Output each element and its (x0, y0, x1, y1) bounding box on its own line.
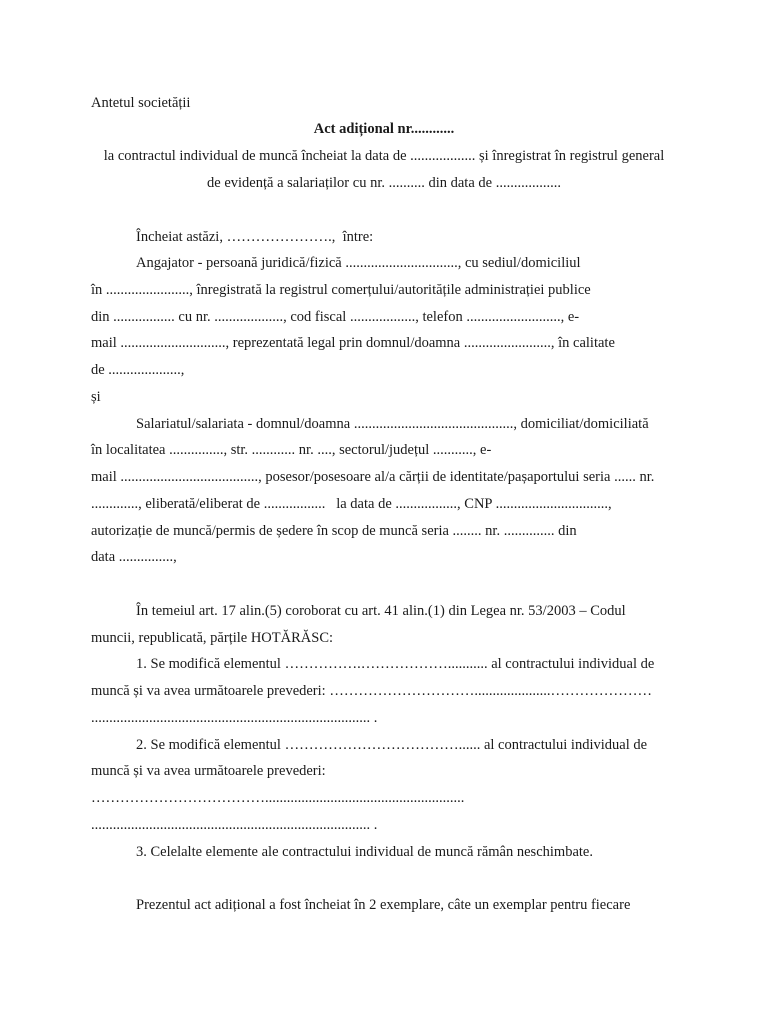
subtitle-line: de evidență a salariaților cu nr. .......... din data de .................. (207, 175, 561, 191)
company-header: Antetul societății (91, 95, 191, 111)
employee-line: Salariatul/salariata - domnul/doamna ............................................, domiciliat/domiciliată (136, 416, 649, 432)
employee-line: în localitatea ..............., str. ............ nr. ...., sectorul/județul ..........., e- (91, 442, 492, 458)
employer-line: în ......................., înregistrată la registrul comerțului/autoritățile administrației publice (91, 282, 591, 298)
clause-2-line: muncă și va avea următoarele prevederi: (91, 763, 326, 779)
closing-line: Prezentul act adițional a fost încheiat în 2 exemplare, câte un exemplar pentru fiecare (136, 897, 631, 913)
clause-2-line: ............................................................................. . (91, 817, 378, 833)
clause-1-line: ............................................................................. . (91, 710, 378, 726)
employee-line: ............., eliberată/eliberat de ................. la data de ................., CNP ..............................., (91, 496, 612, 512)
document-title: Act adițional nr............ (313, 121, 455, 137)
employer-line: din ................. cu nr. ..................., cod fiscal .................., telefon .........................., e- (91, 309, 580, 325)
conjunction-line: și (91, 389, 101, 405)
concluded-date-line: Încheiat astăzi, …………………., între: (136, 229, 374, 245)
clause-1-line: 1. Se modifică elementul …………….………………........... al contractului individual de (136, 656, 655, 672)
clause-2-line: ………………………………....................................................... (91, 790, 465, 806)
subtitle-line: la contractul individual de muncă încheiat la data de .................. și înregistrat în registrul general (103, 148, 665, 164)
employer-line: de ...................., (91, 362, 185, 378)
employee-line: mail ......................................, posesor/posesoare al/a cărții de identitate/pașaportului seria ...... nr. (91, 469, 655, 485)
employer-line: mail ............................., reprezentată legal prin domnul/doamna ........................, în calitate (91, 335, 615, 351)
clause-3-line: 3. Celelalte elemente ale contractului individual de muncă rămân neschimbate. (136, 844, 593, 860)
employee-line: autorizație de muncă/permis de ședere în scop de muncă seria ........ nr. .............. din (91, 523, 577, 539)
clause-1-line: muncă și va avea următoarele prevederi: ………………………….....................………………… (91, 683, 652, 699)
clause-2-line: 2. Se modifică elementul ………………………………...... al contractului individual de (136, 737, 648, 753)
legal-basis-line: muncii, republicată, părțile HOTĂRĂSC: (91, 630, 334, 646)
employer-line: Angajator - persoană juridică/fizică ..............................., cu sediul/domiciliul (136, 255, 581, 271)
legal-basis-line: În temeiul art. 17 alin.(5) coroborat cu art. 41 alin.(1) din Legea nr. 53/2003 – Codul (136, 603, 626, 619)
employee-line: data ..............., (91, 549, 177, 565)
